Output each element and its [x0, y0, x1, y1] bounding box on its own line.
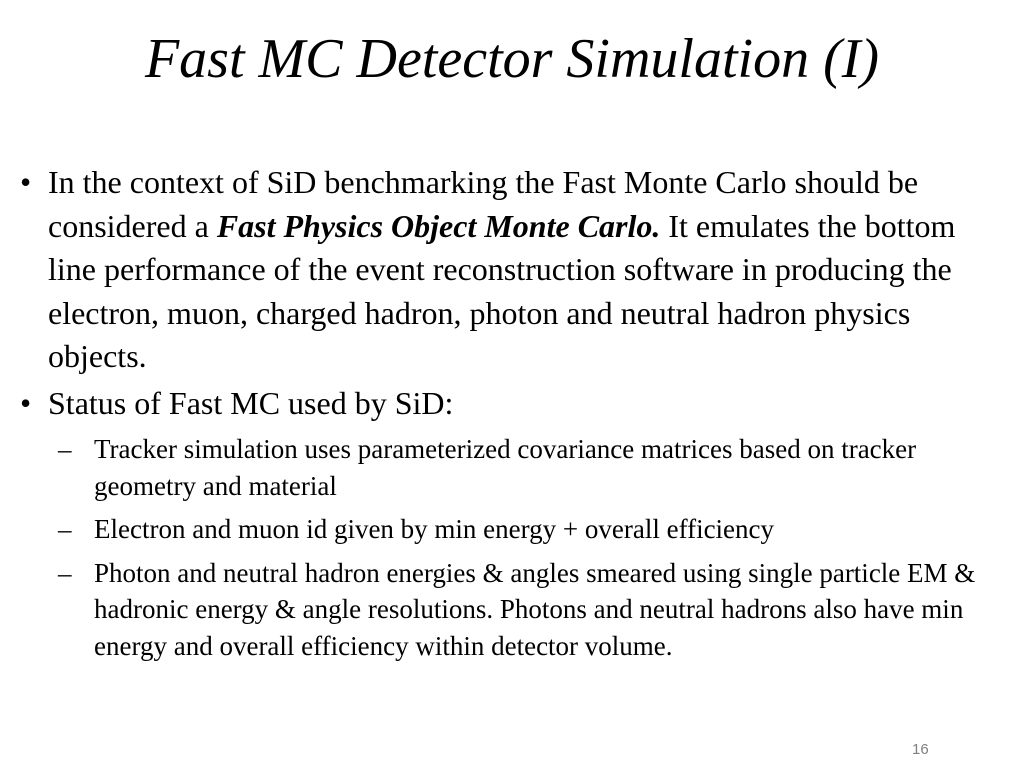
sub-bullet-text: Tracker simulation uses parameterized covariance matrices based on tracker geometry and material [94, 434, 917, 501]
bullet-item-status [20, 382, 1010, 426]
sub-bullet-text: Photon and neutral hadron energies & angles smeared using single particle EM & hadronic energy & angle resolutions. Photons and neutral hadrons also have min energy and overall efficiency within detector volume. [94, 557, 976, 661]
sub-bullet-text: Electron and muon id given by min energy + overall efficiency [94, 514, 775, 544]
bullet-text: Status of Fast MC used by SiD: [48, 384, 454, 421]
page-number: 16 [912, 741, 929, 758]
bullet-marker: • [20, 384, 32, 421]
bullet-text-end: It emulates the bottom line performance of the event reconstruction software in producing the electron, muon, charged hadron, photon and neutral hadron physics objects. [48, 207, 956, 374]
sub-bullet-photon-hadron [58, 555, 1010, 665]
slide-title: Fast MC Detector Simulation (I) [144, 28, 880, 90]
bullet-emphasis: Fast Physics Object Monte Carlo. [216, 207, 661, 244]
bullet-list [20, 161, 1010, 671]
bullet-marker: • [20, 164, 32, 200]
sub-bullet-list [20, 431, 1010, 664]
sub-bullet-marker: – [58, 557, 72, 588]
sub-bullet-marker: – [58, 434, 72, 464]
sub-bullet-tracker [58, 431, 1010, 504]
sub-bullet-electron-muon [58, 511, 1010, 548]
bullet-item-fast-mc-context [20, 161, 1010, 379]
sub-bullet-marker: – [58, 514, 72, 544]
bullet-text-start: In the context of SiD benchmarking the Fast Monte Carlo should be considered a [48, 164, 919, 244]
